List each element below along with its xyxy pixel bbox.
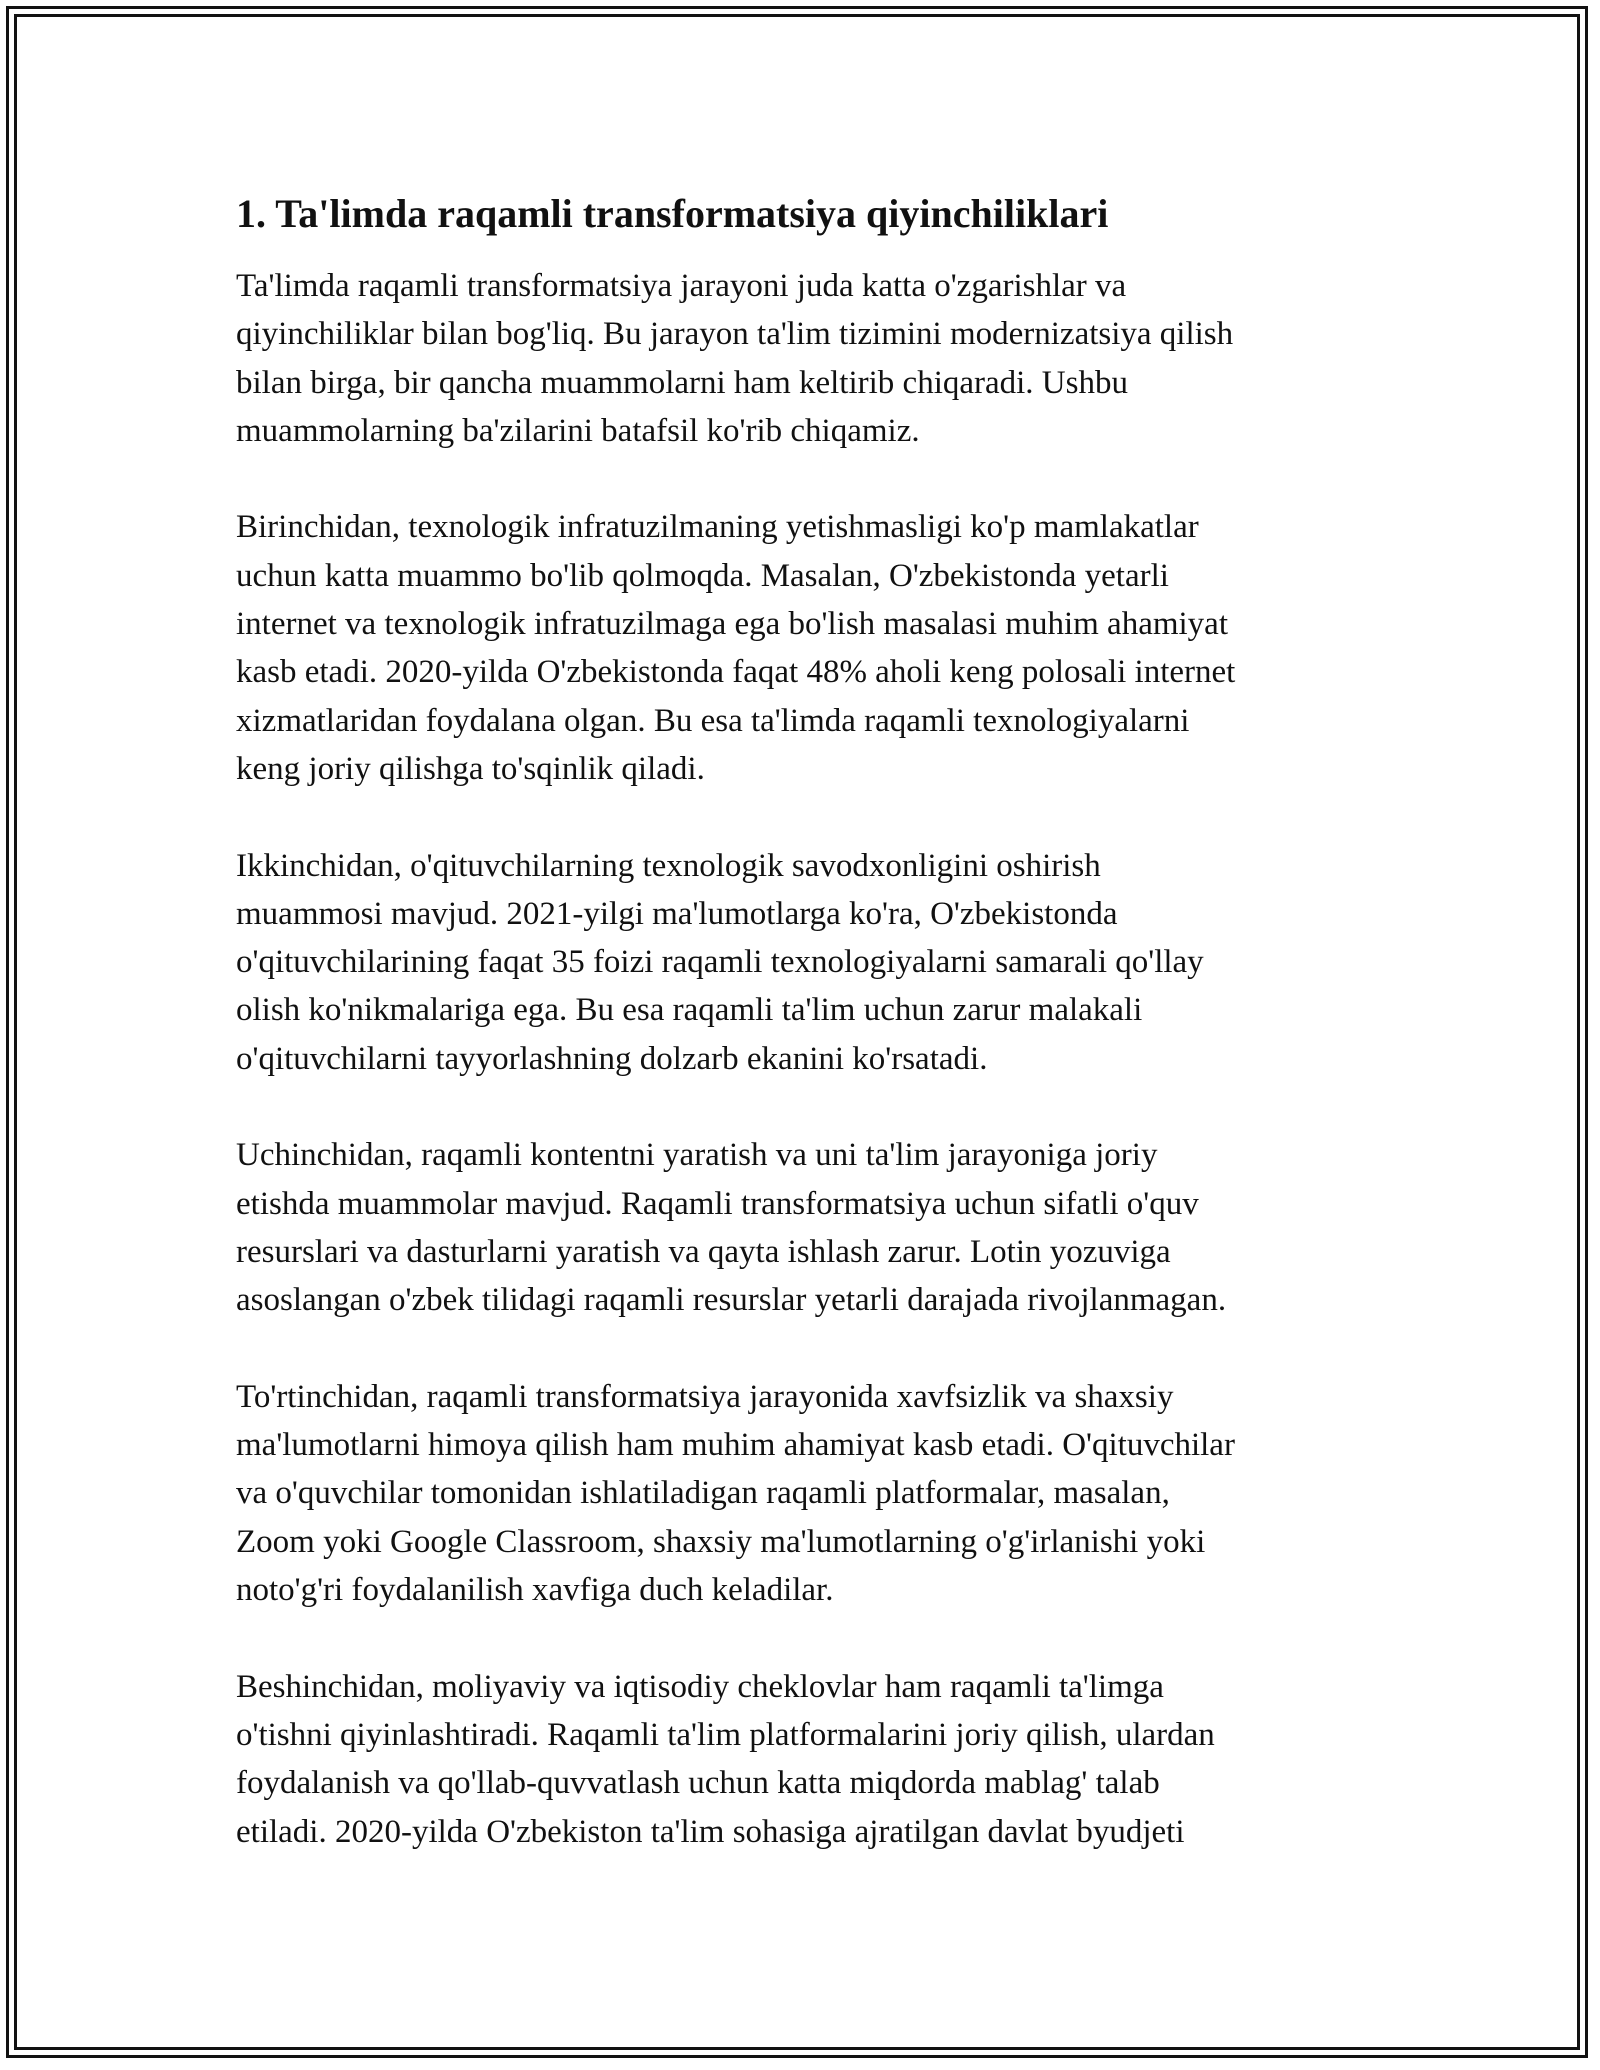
paragraph-fifth (236, 1663, 1364, 1856)
paragraph-line: olish ko'nikmalariga ega. Bu esa raqamli ta'lim uchun zarur malakali (236, 992, 1143, 1029)
paragraph-line: muammosi mavjud. 2021-yilgi ma'lumotlarga ko'ra, O'zbekistonda (236, 895, 1118, 932)
section-heading: 1. Ta'limda raqamli transformatsiya qiyinchiliklari (236, 191, 1109, 236)
paragraph-line: xizmatlaridan foydalana olgan. Bu esa ta'limda raqamli texnologiyalarni (236, 702, 1190, 739)
paragraph-line: muammolarning ba'zilarini batafsil ko'rib chiqamiz. (236, 412, 920, 449)
paragraph-line: Ta'limda raqamli transformatsiya jarayoni juda katta o'zgarishlar va (236, 268, 1127, 304)
paragraph-line: Birinchidan, texnologik infratuzilmaning yetishmasligi ko'p mamlakatlar (236, 509, 1199, 546)
paragraph-line: Beshinchidan, moliyaviy va iqtisodiy cheklovlar ham raqamli ta'limga (236, 1668, 1164, 1705)
paragraph-line: noto'g'ri foydalanilish xavfiga duch keladilar. (236, 1572, 834, 1609)
paragraph-intro (236, 262, 1364, 455)
paragraph-line: Uchinchidan, raqamli kontentni yaratish va uni ta'lim jarayoniga joriy (236, 1137, 1158, 1174)
paragraph-line: kasb etadi. 2020-yilda O'zbekistonda faqat 48% aholi keng polosali internet (236, 654, 1236, 691)
paragraph-fourth (236, 1373, 1364, 1614)
paragraph-line: Ikkinchidan, o'qituvchilarning texnologik savodxonligini oshirish (236, 847, 1101, 884)
paragraph-line: foydalanish va qo'llab-quvvatlash uchun katta miqdorda mablag' talab (236, 1765, 1160, 1802)
paragraph-line: o'qituvchilarni tayyorlashning dolzarb ekanini ko'rsatadi. (236, 1040, 988, 1077)
paragraph-line: uchun katta muammo bo'lib qolmoqda. Masalan, O'zbekistonda yetarli (236, 557, 1169, 594)
document-page (236, 186, 1364, 1904)
paragraph-line: To'rtinchidan, raqamli transformatsiya jarayonida xavfsizlik va shaxsiy (236, 1378, 1174, 1415)
paragraph-line: resurslari va dasturlarni yaratish va qayta ishlash zarur. Lotin yozuviga (236, 1233, 1171, 1270)
paragraph-line: etiladi. 2020-yilda O'zbekiston ta'lim sohasiga ajratilgan davlat byudjeti (236, 1813, 1185, 1850)
paragraph-third (236, 1131, 1364, 1324)
paragraph-line: o'tishni qiyinlashtiradi. Raqamli ta'lim platformalarini joriy qilish, ulardan (236, 1716, 1215, 1753)
paragraph-line: keng joriy qilishga to'sqinlik qiladi. (236, 750, 705, 787)
paragraph-second (236, 842, 1364, 1083)
paragraph-line: bilan birga, bir qancha muammolarni ham keltirib chiqaradi. Ushbu (236, 364, 1128, 401)
paragraph-line: Zoom yoki Google Classroom, shaxsiy ma'lumotlarning o'g'irlanishi yoki (236, 1523, 1206, 1560)
paragraph-line: va o'quvchilar tomonidan ishlatiladigan raqamli platformalar, masalan, (236, 1475, 1170, 1512)
paragraph-line: o'qituvchilarining faqat 35 foizi raqamli texnologiyalarni samarali qo'llay (236, 944, 1204, 981)
paragraph-first (236, 503, 1364, 793)
paragraph-line: asoslangan o'zbek tilidagi raqamli resurslar yetarli darajada rivojlanmagan. (236, 1282, 1227, 1319)
paragraph-line: etishda muammolar mavjud. Raqamli transformatsiya uchun sifatli o'quv (236, 1185, 1199, 1222)
paragraph-line: qiyinchiliklar bilan bog'liq. Bu jarayon ta'lim tizimini modernizatsiya qilish (236, 316, 1234, 353)
paragraph-line: ma'lumotlarni himoya qilish ham muhim ahamiyat kasb etadi. O'qituvchilar (236, 1427, 1235, 1464)
paragraph-line: internet va texnologik infratuzilmaga ega bo'lish masalasi muhim ahamiyat (236, 606, 1228, 643)
